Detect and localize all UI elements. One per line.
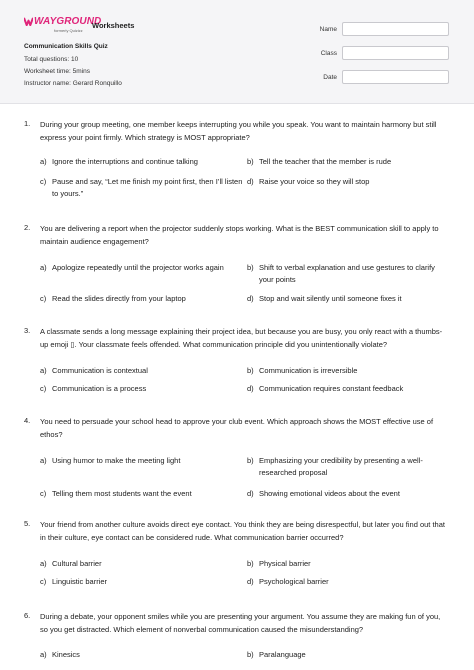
instructor-name: Instructor name: Gerard Ronquillo (24, 80, 122, 87)
brand-name: WAYGROUND (34, 16, 102, 27)
wayground-logo-icon (24, 17, 33, 26)
question-number: 6. (24, 611, 31, 620)
wayground-logo (24, 16, 102, 34)
question-text: You need to persuade your school head to approve your club event. Which approach shows the MOST effective use of ethos? (40, 417, 434, 439)
question-text: Your friend from another culture avoids direct eye contact. You think they are being disrespectful, but later you find out that in their culture, eye contact can be considered rude. What communication barrier occurred? (40, 520, 445, 542)
total-questions: Total questions: 10 (24, 56, 79, 63)
brand-subtitle: formerly Quizizz (54, 28, 83, 33)
worksheet-header (0, 0, 474, 104)
question-number: 3. (24, 326, 31, 335)
question-text: During your group meeting, one member keeps interrupting you while you speak. You want to maintain harmony but still express your point firmly. Which strategy is MOST appropriate? (40, 120, 437, 142)
date-field[interactable] (342, 70, 449, 84)
class-field[interactable] (342, 46, 449, 60)
name-field[interactable] (342, 22, 449, 36)
class-label: Class (320, 50, 337, 57)
quiz-title: Communication Skills Quiz (24, 43, 108, 50)
question-text: A classmate sends a long message explaining their project idea, but because you are busy, you only react with a thumbs-up emoji ▯. Your classmate feels offended. What communication principle did you unintentionally violate? (40, 327, 443, 349)
question-number: 5. (24, 519, 31, 528)
question-number: 2. (24, 223, 31, 232)
question-text: You are delivering a report when the projector suddenly stops working. What is the BEST communication skill to apply to maintain audience engagement? (40, 224, 439, 246)
date-label: Date (323, 74, 337, 81)
question-number: 4. (24, 416, 31, 425)
worksheets-label: Worksheets (92, 21, 135, 30)
question-number: 1. (24, 119, 31, 128)
name-label: Name (319, 26, 337, 33)
question-text: During a debate, your opponent smiles while you are presenting your argument. You assume they are making fun of you, so you get distracted. Which element of nonverbal communication caused the misunderstanding? (40, 612, 441, 634)
worksheet-time: Worksheet time: 5mins (24, 68, 90, 75)
